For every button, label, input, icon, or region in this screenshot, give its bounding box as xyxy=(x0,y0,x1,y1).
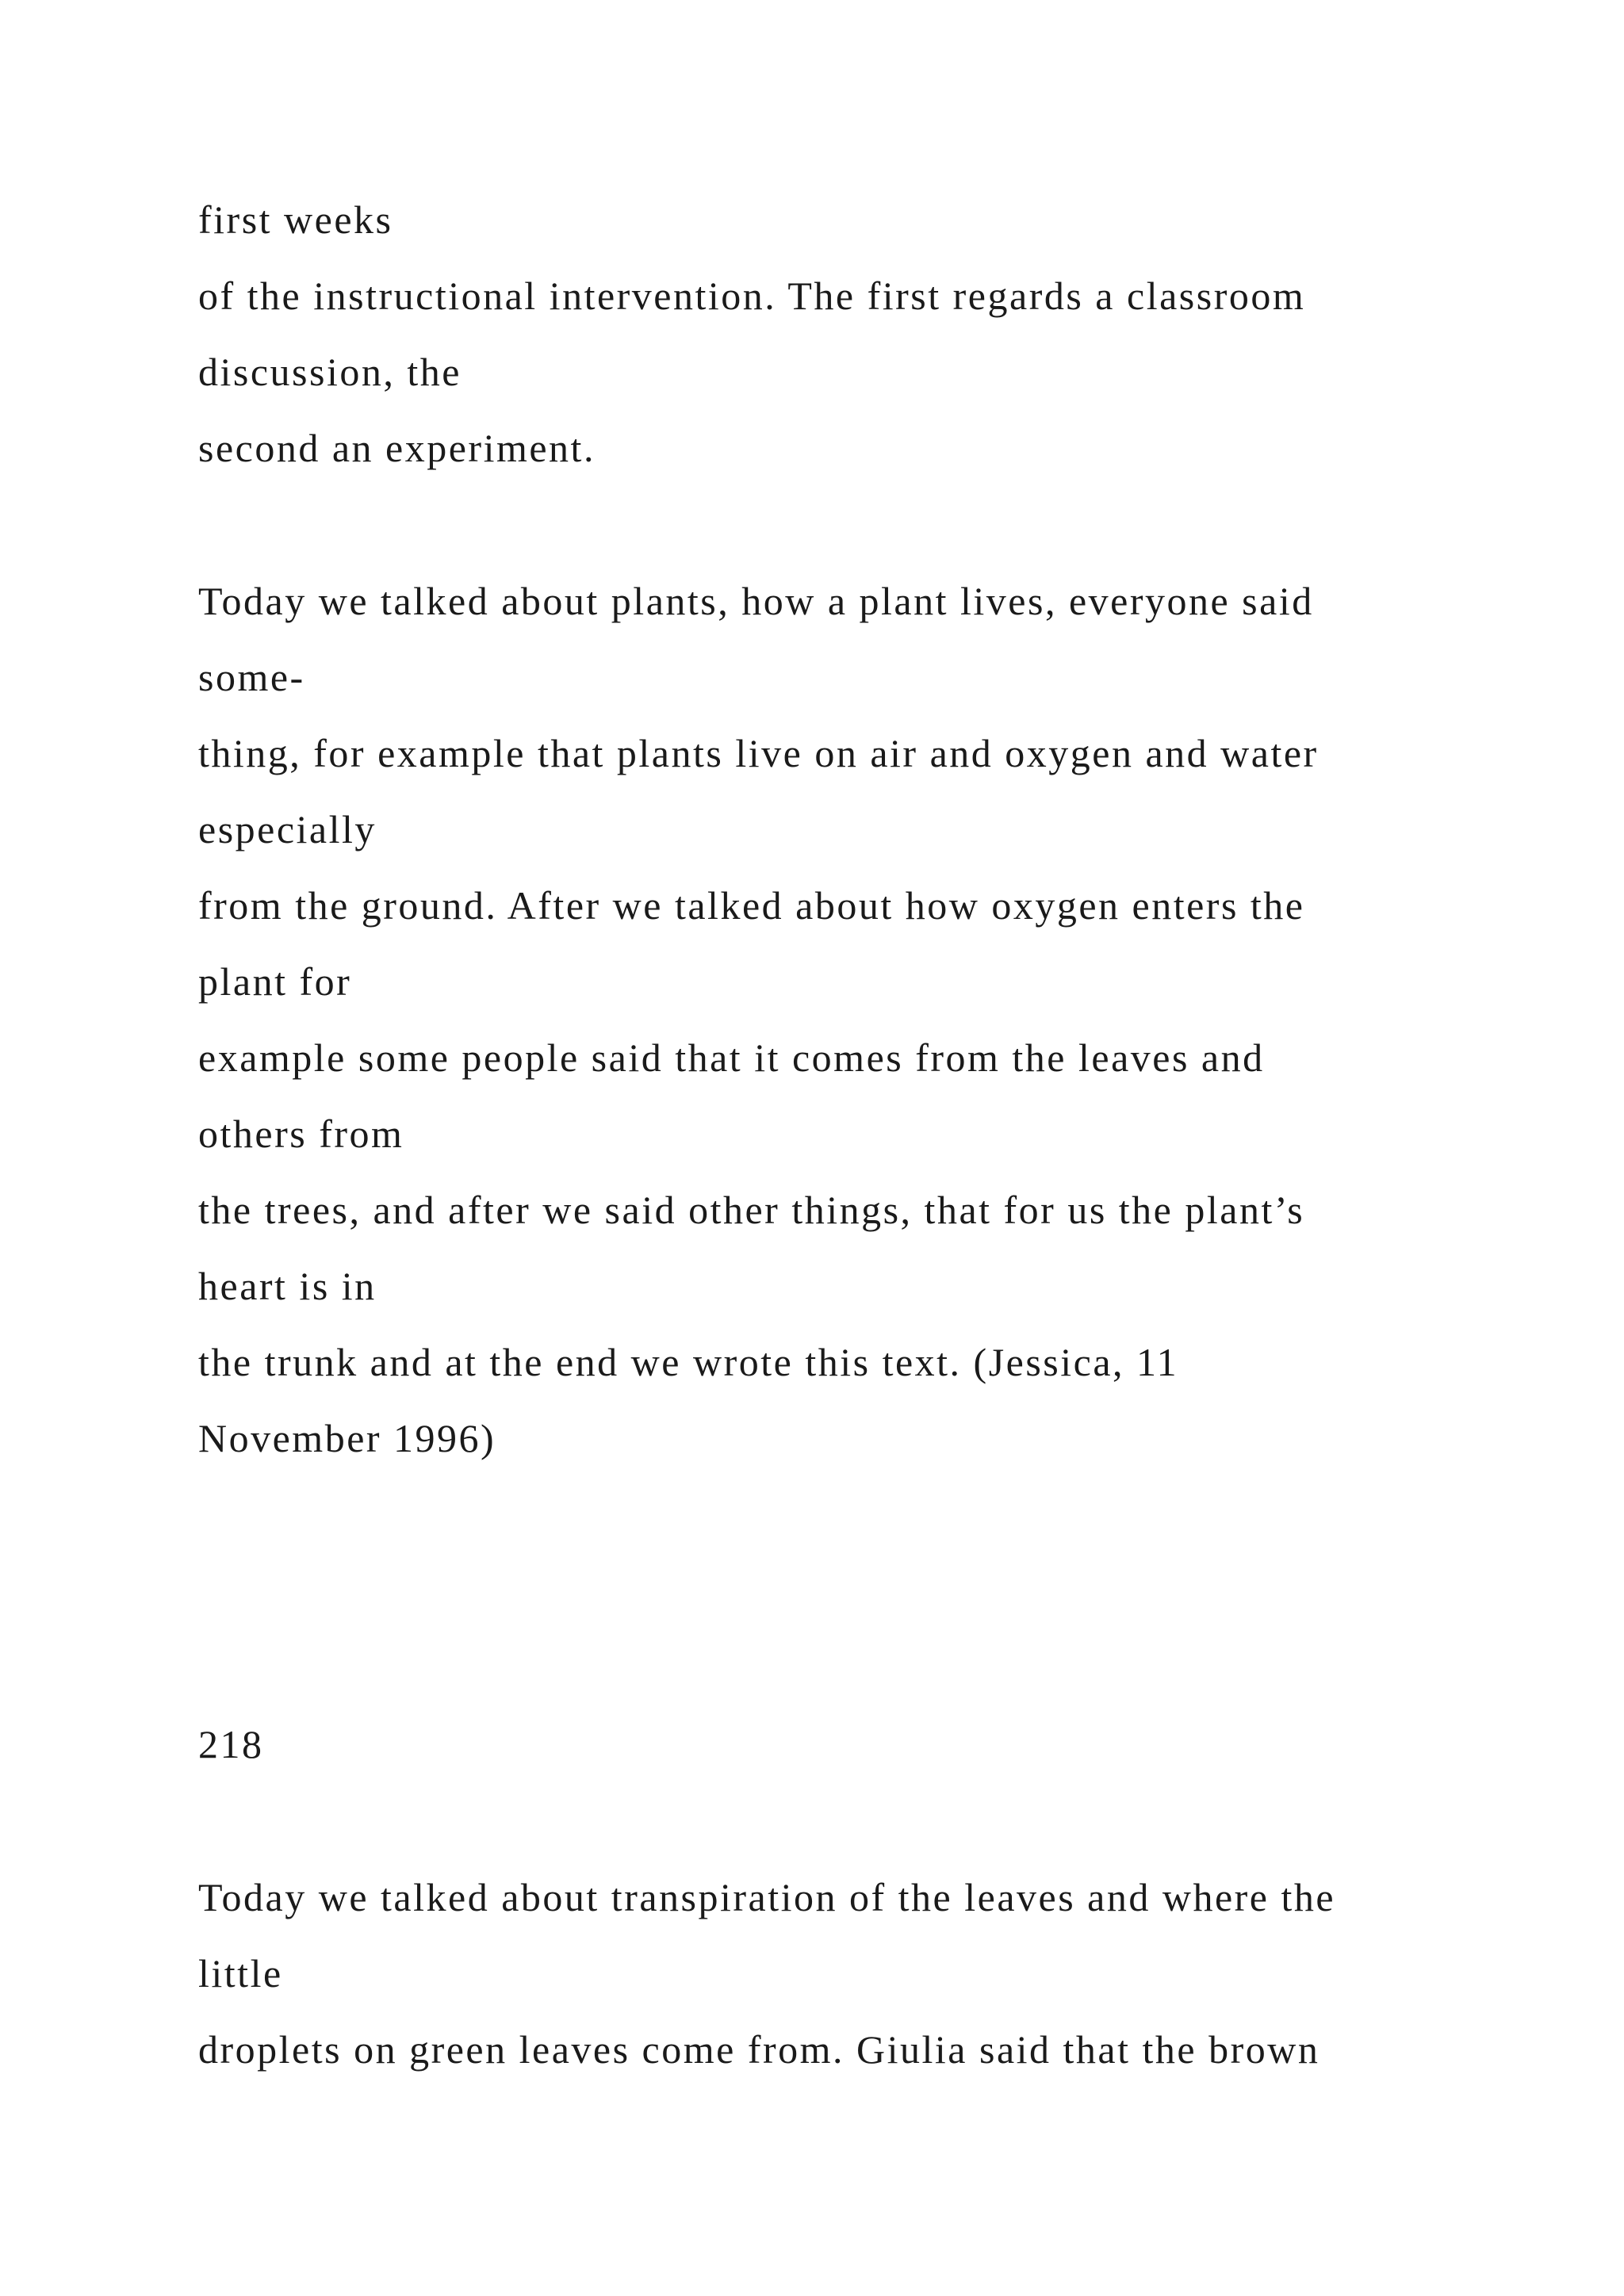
text-line: discussion, the xyxy=(198,350,462,394)
text-line: of the instructional intervention. The first regards a classroom xyxy=(198,274,1306,318)
text-line: example some people said that it comes from the leaves and xyxy=(198,1035,1265,1080)
text-line: from the ground. After we talked about how oxygen enters the xyxy=(198,883,1305,928)
text-line: others from xyxy=(198,1112,404,1156)
text-line: Today we talked about transpiration of the leaves and where the xyxy=(198,1875,1336,1919)
text-line: first weeks xyxy=(198,197,393,242)
text-line: especially xyxy=(198,807,377,851)
text-line: little xyxy=(198,1951,283,1996)
text-line: November 1996) xyxy=(198,1416,496,1460)
text-line: droplets on green leaves come from. Giulia said that the brown xyxy=(198,2027,1320,2072)
text-line: some- xyxy=(198,655,305,699)
text-line: Today we talked about plants, how a plant lives, everyone said xyxy=(198,579,1314,623)
text-line: the trees, and after we said other things, that for us the plant’s xyxy=(198,1188,1305,1232)
text-line: plant for xyxy=(198,959,352,1004)
text-line: heart is in xyxy=(198,1264,377,1308)
text-line: thing, for example that plants live on air and oxygen and water xyxy=(198,731,1319,775)
text-line: the trunk and at the end we wrote this text. (Jessica, 11 xyxy=(198,1340,1179,1384)
page-number: 218 xyxy=(198,1722,264,1766)
text-line: second an experiment. xyxy=(198,426,596,470)
